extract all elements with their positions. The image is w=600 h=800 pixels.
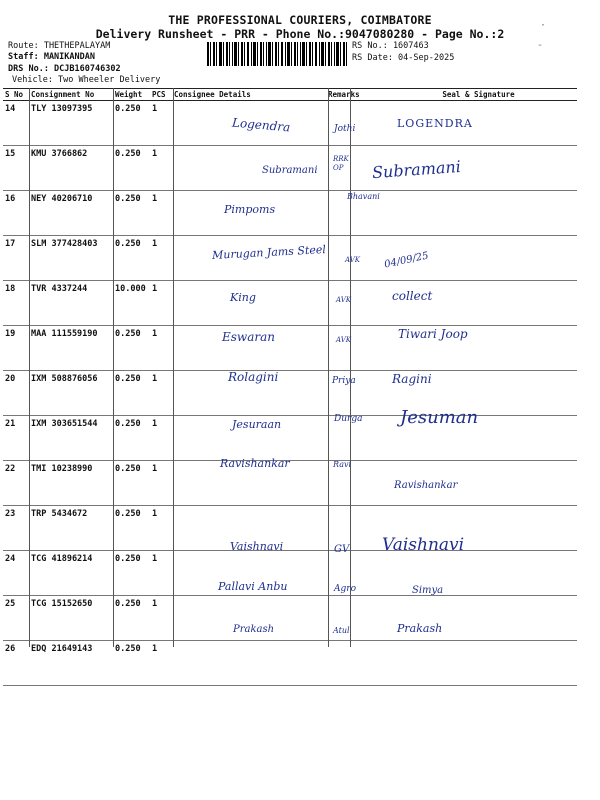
handwritten-signature: Subramani (371, 156, 462, 183)
table-row (3, 551, 577, 596)
handwritten-consignee: Rolagini (228, 370, 279, 384)
row-consignment: TMI 10238990 (29, 461, 113, 506)
drs-number: DRS No.: DCJB160746302 (8, 64, 121, 74)
row-consignment: TVR 4337244 (29, 281, 113, 326)
handwritten-remark: RRK OP (333, 155, 349, 172)
handwritten-consignee: Logendra (231, 115, 291, 135)
column-divider (173, 88, 174, 647)
runsheet-subtitle: Delivery Runsheet - PRR - Phone No.:9047080280 - Page No.:2 (95, 27, 505, 41)
scan-dot-icon: · (540, 20, 547, 31)
row-pcs: 1 (150, 236, 172, 281)
row-weight: 0.250 (113, 236, 150, 281)
handwritten-signature: Ravishankar (394, 480, 458, 491)
row-consignment: NEY 40206710 (29, 191, 113, 236)
table-row (3, 461, 577, 506)
handwritten-consignee: Pimpoms (224, 203, 276, 216)
row-consignment: EDQ 21649143 (29, 641, 113, 686)
row-weight: 0.250 (113, 416, 150, 461)
header-remarks: Remarks (326, 89, 380, 101)
row-sno: 22 (3, 461, 29, 506)
row-sno: 15 (3, 146, 29, 191)
handwritten-consignee: Eswaran (222, 330, 275, 344)
rs-number: RS No.: 1607463 (352, 41, 429, 51)
row-pcs: 1 (150, 191, 172, 236)
row-sno: 25 (3, 596, 29, 641)
header-consignment: Consignment No (29, 89, 113, 101)
row-weight: 0.250 (113, 596, 150, 641)
row-weight: 0.250 (113, 641, 150, 686)
row-pcs: 1 (150, 371, 172, 416)
header-weight: Weight (113, 89, 150, 101)
handwritten-consignee: Ravishankar (220, 457, 290, 470)
handwritten-remark: AVK (336, 296, 351, 304)
handwritten-remark: Priya (332, 376, 356, 386)
handwritten-signature: 04/09/25 (383, 250, 430, 271)
route-label: Route: THETHEPALAYAM (8, 41, 111, 51)
row-pcs: 1 (150, 596, 172, 641)
table-row (3, 506, 577, 551)
column-divider (113, 88, 114, 647)
company-title: THE PROFESSIONAL COURIERS, COIMBATORE (168, 13, 432, 27)
handwritten-remark: AVK (345, 256, 360, 264)
row-sno: 21 (3, 416, 29, 461)
table-row (3, 326, 577, 371)
row-sno: 23 (3, 506, 29, 551)
row-consignment: IXM 508876056 (29, 371, 113, 416)
row-weight: 0.250 (113, 551, 150, 596)
handwritten-consignee: Vaishnavi (230, 540, 284, 553)
handwritten-consignee: Murugan Jams Steel (211, 243, 327, 262)
table-row (3, 371, 577, 416)
handwritten-signature: Jesuman (400, 407, 479, 428)
row-consignment: IXM 303651544 (29, 416, 113, 461)
row-pcs: 1 (150, 506, 172, 551)
row-weight: 0.250 (113, 146, 150, 191)
handwritten-consignee: Prakash (233, 624, 275, 635)
handwritten-consignee: Pallavi Anbu (218, 580, 288, 593)
handwritten-signature: Tiwari Joop (398, 327, 468, 341)
row-consignment: TLY 13097395 (29, 101, 113, 146)
barcode-icon (207, 42, 347, 66)
row-sno: 26 (3, 641, 29, 686)
row-pcs: 1 (150, 326, 172, 371)
handwritten-consignee: King (230, 291, 256, 304)
row-consignment: TCG 15152650 (29, 596, 113, 641)
row-consignment: TRP 5434672 (29, 506, 113, 551)
handwritten-remark: Agro (334, 584, 356, 594)
handwritten-signature: collect (392, 289, 433, 303)
staff-label: Staff: MANIKANDAN (8, 52, 95, 62)
row-weight: 0.250 (113, 461, 150, 506)
row-sno: 16 (3, 191, 29, 236)
handwritten-remark: GV (334, 544, 350, 555)
handwritten-signature: Simya (412, 585, 444, 596)
row-sno: 18 (3, 281, 29, 326)
handwritten-signature: Ragini (392, 372, 432, 386)
handwritten-signature: Vaishnavi (382, 535, 465, 555)
table-row (3, 236, 577, 281)
table-row (3, 281, 577, 326)
row-consignment: KMU 3766862 (29, 146, 113, 191)
row-consignment: SLM 377428403 (29, 236, 113, 281)
handwritten-remark: Durga (334, 414, 363, 424)
row-consignment: MAA 111559190 (29, 326, 113, 371)
table-row (3, 641, 577, 686)
row-pcs: 1 (150, 416, 172, 461)
row-weight: 0.250 (113, 326, 150, 371)
row-sno: 24 (3, 551, 29, 596)
column-divider (328, 88, 329, 647)
row-sno: 17 (3, 236, 29, 281)
header-consignee: Consignee Details (172, 89, 326, 101)
row-weight: 0.250 (113, 191, 150, 236)
row-weight: 0.250 (113, 371, 150, 416)
row-pcs: 1 (150, 281, 172, 326)
handwritten-signature: LOGENDRA (397, 117, 473, 130)
row-weight: 0.250 (113, 101, 150, 146)
handwritten-consignee: Subramani (262, 165, 318, 176)
table-header-row (3, 89, 577, 101)
handwritten-remark: Atul (333, 626, 350, 635)
handwritten-remark: AVK (336, 336, 351, 344)
rs-date: RS Date: 04-Sep-2025 (352, 53, 455, 63)
table-row (3, 191, 577, 236)
row-pcs: 1 (150, 551, 172, 596)
handwritten-consignee: Jesuraan (232, 418, 282, 431)
handwritten-signature: Prakash (397, 622, 443, 635)
column-divider (29, 88, 30, 647)
row-weight: 10.000 (113, 281, 150, 326)
table-row (3, 416, 577, 461)
row-sno: 19 (3, 326, 29, 371)
runsheet-table (3, 88, 577, 686)
header-sno: S No (3, 89, 29, 101)
row-pcs: 1 (150, 461, 172, 506)
row-consignment: TCG 41896214 (29, 551, 113, 596)
header-seal: Seal & Signature (380, 89, 577, 101)
row-pcs: 1 (150, 641, 172, 686)
row-sno: 20 (3, 371, 29, 416)
handwritten-remark: Jothi (334, 124, 356, 134)
vehicle-label: Vehicle: Two Wheeler Delivery (12, 75, 161, 85)
handwritten-remark: Bhavani (347, 192, 380, 201)
row-pcs: 1 (150, 146, 172, 191)
handwritten-remark: Ravi (333, 460, 352, 469)
scan-dash-icon: - (537, 40, 544, 51)
header-pcs: PCS (150, 89, 172, 101)
row-pcs: 1 (150, 101, 172, 146)
row-sno: 14 (3, 101, 29, 146)
table-row (3, 596, 577, 641)
row-weight: 0.250 (113, 506, 150, 551)
